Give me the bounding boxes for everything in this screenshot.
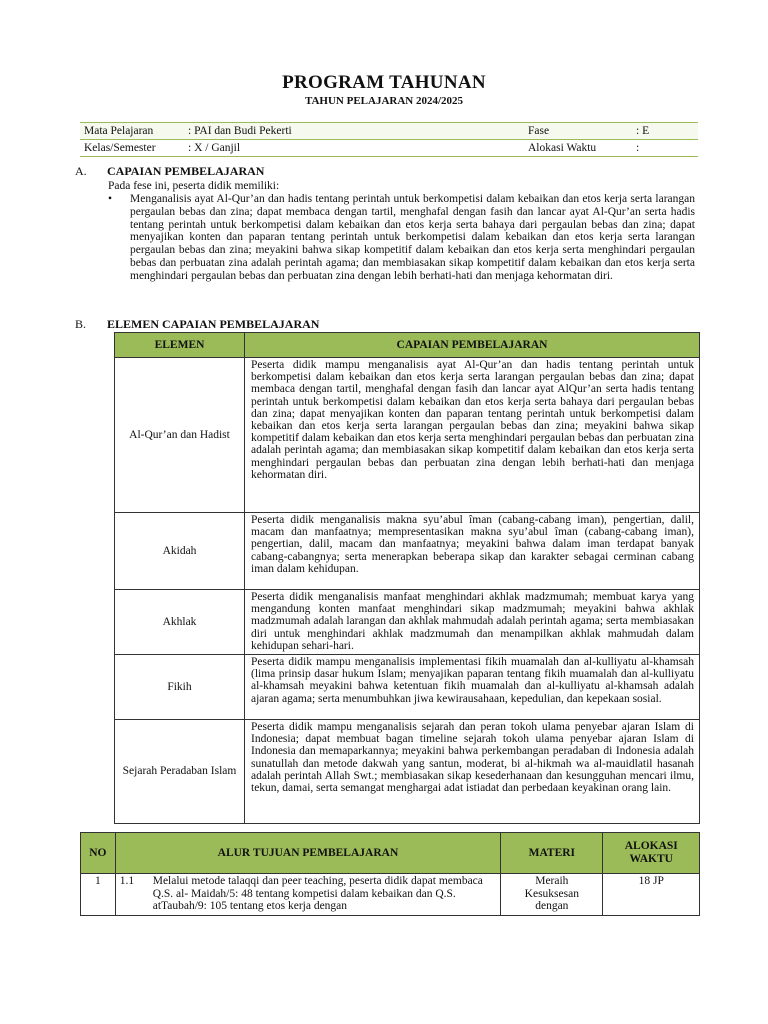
capaian-cell: Peserta didik mampu menganalisis ayat Al-Qur’an dan hadis tentang perintah untuk berkompetisi dalam kebaikan dan etos kerja serta larangan pergaulan bebas dan zina; dapat membaca dengan tartil, menghafal dengan fasih dan lancar ayat AlQur’an serta hadis tentang perintah untuk berkompetisi dalam kebaikan dan etos kerja serta bahaya dari pergaulan bebas dan zina; dapat menyajikan konten dan paparan tentang perintah untuk berkompetisi dalam kebaikan dan etos kerja serta larangan pergaulan bebas dan zina; meyakini bahwa sikap kompetitif dalam kebaikan dan etos kerja serta menghindari pergaulan bebas dan perbuatan zina adalah perintah agama; dan membiasakan sikap kompetitif dalam kebaikan dan etos kerja serta menghindari pergaulan bebas dan perbuatan zina dengan lebih berhati-hati dan menjaga kehormatan diri. bbox=[245, 358, 700, 513]
table-row bbox=[115, 590, 700, 655]
elemen-cell: Fikih bbox=[115, 655, 245, 720]
page-subtitle: TAHUN PELAJARAN 2024/2025 bbox=[304, 95, 464, 107]
elemen-cell: Sejarah Peradaban Islam bbox=[115, 720, 245, 824]
col-capaian-header: CAPAIAN PEMBELAJARAN bbox=[245, 333, 700, 358]
col-no-header: NO bbox=[81, 833, 116, 874]
elemen-table bbox=[114, 332, 700, 824]
elemen-cell: Akhlak bbox=[115, 590, 245, 655]
atp-alur-cell bbox=[115, 874, 500, 916]
col-alur-header: ALUR TUJUAN PEMBELAJARAN bbox=[115, 833, 500, 874]
section-a-bullet-text: Menganalisis ayat Al-Qur’an dan hadis tentang perintah untuk berkompetisi dalam kebaikan dan etos kerja serta larangan pergaulan bebas dan zina; dapat membaca dengan tartil, menghafal dengan fasih dan lancar ayat Al-Qur’an serta hadis tentang perintah untuk berkompetisi dalam kebaikan dan etos kerja serta bahaya dari pergaulan bebas dan zina; dapat menyajikan konten dan paparan tentang perintah untuk berkompetisi dalam kebaikan dan etos kerja serta larangan pergaulan bebas dan zina; meyakini bahwa sikap kompetitif dalam kebaikan dan etos kerja serta menghindari pergaulan bebas dan perbuatan zina adalah perintah agama; dan membiasakan sikap kompetitif dalam kebaikan dan etos kerja serta menghindari pergaulan bebas dan perbuatan zina dengan lebih berhati-hati dan menjaga kehormatan diri. bbox=[130, 193, 695, 282]
info-table bbox=[80, 122, 698, 157]
section-a-bullet bbox=[108, 193, 695, 283]
atp-alokasi: 18 JP bbox=[603, 874, 700, 916]
table-row bbox=[115, 720, 700, 824]
info-key: Mata Pelajaran bbox=[80, 123, 184, 140]
info-value: : E bbox=[632, 123, 698, 140]
info-key: Kelas/Semester bbox=[80, 140, 184, 157]
table-row bbox=[81, 874, 700, 916]
atp-materi: Meraih Kesuksesan dengan bbox=[501, 874, 603, 916]
page-title: PROGRAM TAHUNAN bbox=[282, 72, 486, 93]
capaian-cell: Peserta didik mampu menganalisis implementasi fikih muamalah dan al-kulliyatu al-khamsah (lima prinsip dasar hukum Islam; menyajikan paparan tentang fikih muamalah dan al-kulliyatu al-khamsah meyakini bahwa ketentuan fikih muamalah dan al-kulliyatu al-khamsah adalah ajaran agama; serta menumbuhkan jiwa kewirausahaan, kepedulian, dan kepekaan sosial. bbox=[245, 655, 700, 720]
atp-table bbox=[80, 832, 700, 916]
capaian-cell: Peserta didik mampu menganalisis sejarah dan peran tokoh ulama penyebar ajaran Islam di Indonesia; dapat membuat bagan timeline sejarah tokoh ulama penyebar ajaran Islam di Indonesia dan memaparkannya; meyakini bahwa perkembangan peradaban di Indonesia adalah sunatullah dan metode dakwah yang santun, moderat, bi al-hikmah wa al-mauidlatil hasanah adalah perintah Allah Swt.; membiasakan sikap kesederhanaan dan kesungguhan mencari ilmu, tekun, damai, serta semangat menghargai adat istiadat dan perbedaan keyakinan orang lain. bbox=[245, 720, 700, 824]
section-a-heading bbox=[75, 164, 264, 179]
section-a-intro: Pada fese ini, peserta didik memiliki: bbox=[108, 180, 280, 192]
bullet-icon: • bbox=[108, 193, 113, 205]
col-elemen-header: ELEMEN bbox=[115, 333, 245, 358]
info-value: : bbox=[632, 140, 698, 157]
table-row bbox=[115, 358, 700, 513]
info-key: Fase bbox=[524, 123, 632, 140]
section-a-title: CAPAIAN PEMBELAJARAN bbox=[107, 164, 265, 178]
atp-table-header bbox=[81, 833, 700, 874]
atp-alur-text: Melalui metode talaqqi dan peer teaching, peserta didik dapat membaca Q.S. al- Maidah/5: 48 tentang kompetisi dalam kebaikan dan Q.S. atTaubah/9: 105 tentang etos kerja dengan bbox=[152, 875, 483, 912]
col-alokasi-header: ALOKASI WAKTU bbox=[603, 833, 700, 874]
capaian-cell: Peserta didik menganalisis makna syu’abul îman (cabang-cabang iman), pengertian, dalil, macam dan manfaatnya; mempresentasikan makna syu’abul îman (cabang-cabang iman), pengertian, dalil, macam dan manfaatnya; meyakini bahwa dalam iman terdapat banyak cabang-cabangnya; serta menerapkan beberapa sikap dan karakter sebagai cerminan cabang iman dalam kehidupan. bbox=[245, 513, 700, 590]
atp-no: 1 bbox=[81, 874, 116, 916]
elemen-table-header bbox=[115, 333, 700, 358]
info-value: : X / Ganjil bbox=[184, 140, 524, 157]
section-b-heading bbox=[75, 317, 319, 332]
atp-sub-number: 1.1 bbox=[119, 875, 135, 887]
info-row bbox=[80, 140, 698, 157]
section-b-label: B. bbox=[75, 317, 87, 331]
section-b-title: ELEMEN CAPAIAN PEMBELAJARAN bbox=[107, 317, 320, 331]
elemen-cell: Akidah bbox=[115, 513, 245, 590]
section-a-label: A. bbox=[75, 164, 87, 178]
info-row bbox=[80, 123, 698, 140]
col-materi-header: MATERI bbox=[501, 833, 603, 874]
elemen-cell: Al-Qur’an dan Hadist bbox=[115, 358, 245, 513]
info-key: Alokasi Waktu bbox=[524, 140, 632, 157]
info-value: : PAI dan Budi Pekerti bbox=[184, 123, 524, 140]
table-row bbox=[115, 513, 700, 590]
table-row bbox=[115, 655, 700, 720]
capaian-cell: Peserta didik menganalisis manfaat menghindari akhlak madzmumah; membuat karya yang mengandung konten manfaat menghindari sikap madzmumah; meyakini bahwa akhlak madzmumah adalah larangan dan akhlak mahmudah adalah perintah agama; serta membiasakan diri untuk menghindari akhlak madzmumah dan menampilkan akhlak mahmudah dalam kehidupan sehari-hari. bbox=[245, 590, 700, 655]
